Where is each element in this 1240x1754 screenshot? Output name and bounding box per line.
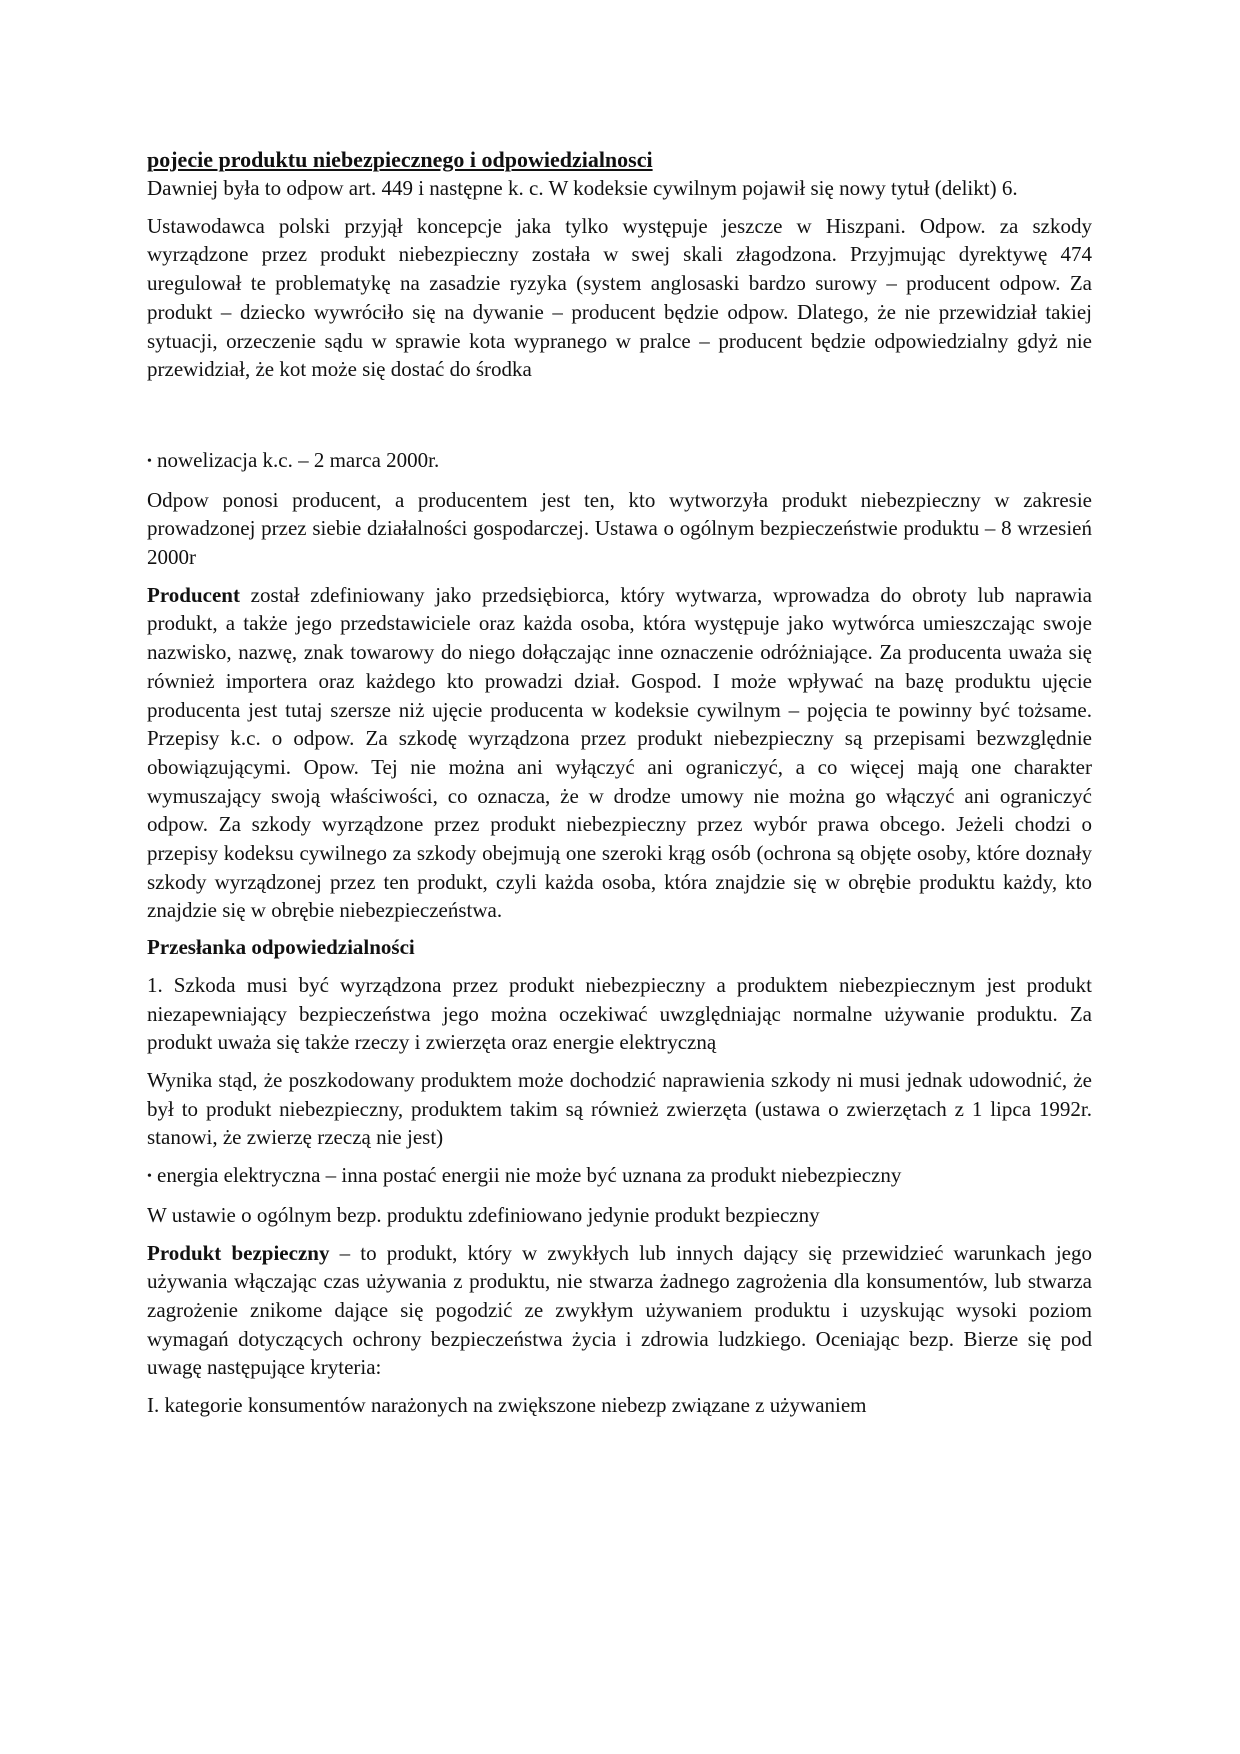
paragraph-liability: Odpow ponosi producent, a producentem jest ten, kto wytworzyła produkt niebezpieczny w zakresie prowadzonej przez siebie działalności gospodarczej. Ustawa o ogólnym bezpieczeństwie produktu – 8 wrzesień 2000r	[147, 487, 1092, 570]
paragraph-consequence: Wynika stąd, że poszkodowany produktem może dochodzić naprawienia szkody ni musi jednak udowodnić, że był to produkt niebezpieczny, produktem takim są również zwierzęta (ustawa o zwierzętach z 1 lipca 1992r. stanowi, że zwierzę rzeczą nie jest)	[147, 1067, 1092, 1150]
section-heading: Przesłanka odpowiedzialności	[147, 935, 415, 960]
paragraph-producent-text: został zdefiniowany jako przedsiębiorca, który wytwarza, wprowadza do obroty lub naprawia produkt, a także jego przedstawiciele oraz każda osoba, która występuje jako wytwórca umieszczając swoje nazwisko, nazwę, znak towarowy do niego dołączając inne oznaczenie odróżniające. Za producenta uważa się również importera oraz każdego kto prowadzi dział. Gospod. I może wpływać na bazę produktu ujęcie producenta jest tutaj szersze niż ujęcie producenta w kodeksie cywilnym – pojęcia te powinny być tożsame. Przepisy k.c. o odpow. Za szkodę wyrządzona przez produkt niebezpieczny są przepisami bezwzględnie obowiązującymi. Opow. Tej nie można ani wyłączyć ani ograniczyć, a co więcej mają one charakter wymuszający swoją właściwości, co oznacza, że w drodze umowy nie można go włączyć ani ograniczyć odpow. Za szkody wyrządzone przez produkt niebezpieczny przez wybór prawa obcego. Jeżeli chodzi o przepisy kodeksu cywilnego za szkody obejmują one szeroki krąg osób (ochrona są objęte osoby, które doznały szkody wyrządzonej przez ten produkt, czyli każda osoba, która znajdzie się w obrębie produktu każdy, kto znajdzie się w obrębie niebezpieczeństwa.	[147, 582, 1092, 923]
bullet-item-amendment	[147, 446, 1092, 477]
paragraph-safe-product	[147, 1239, 1092, 1383]
bullet-icon: •	[147, 453, 152, 469]
bullet-item-energy	[147, 1161, 1092, 1192]
bullet-icon: •	[147, 1169, 152, 1185]
term-producent: Producent	[147, 582, 240, 607]
paragraph-criteria: I. kategorie konsumentów narażonych na zwiększone niebezp związane z używaniem	[147, 1393, 867, 1418]
bullet-text: energia elektryczna – inna postać energii nie może być uznana za produkt niebezpieczny	[157, 1163, 902, 1188]
bullet-text: nowelizacja k.c. – 2 marca 2000r.	[157, 447, 440, 472]
paragraph-producent	[147, 581, 1092, 925]
paragraph-act: W ustawie o ogólnym bezp. produktu zdefiniowano jedynie produkt bezpieczny	[147, 1202, 820, 1227]
paragraph-safe-product-text: – to produkt, który w zwykłych lub innych dający się przewidzieć warunkach jego używania włączając czas używania z produktu, nie stwarza żadnego zagrożenia dla konsumentów, lub stwarza zagrożenie znikome dające się pogodzić ze zwykłym używaniem produktu i uzyskując wysoki poziom wymagań dotyczących ochrony bezpieczeństwa życia i zdrowia ludzkiego. Oceniając bezp. Bierze się pod uwagę następujące kryteria:	[147, 1240, 1092, 1380]
paragraph-intro: Dawniej była to odpow art. 449 i następne k. c. W kodeksie cywilnym pojawił się nowy tytuł (delikt) 6.	[147, 176, 1018, 200]
document-title: pojecie produktu niebezpiecznego i odpowiedzialnosci	[147, 147, 653, 172]
paragraph-legislator: Ustawodawca polski przyjął koncepcje jaka tylko występuje jeszcze w Hiszpani. Odpow. za szkody wyrządzone przez produkt niebezpieczny została w swej skali złagodzona. Przyjmując dyrektywę 474 uregulował te problematykę na zasadzie ryzyka (system anglosaski bardzo surowy – producent odpow. Za produkt – dziecko wywróciło się na dywanie – producent będzie odpow. Dlatego, że nie przewidział takiej sytuacji, orzeczenie sądu w sprawie kota wypranego w pralce – producent będzie odpowiedzialny gdyż nie przewidział, że kot może się dostać do środka	[147, 213, 1092, 382]
term-safe-product: Produkt bezpieczny	[147, 1240, 330, 1265]
document-page	[147, 146, 1092, 1420]
paragraph-damage: 1. Szkoda musi być wyrządzona przez produkt niebezpieczny a produktem niebezpiecznym jest produkt niezapewniający bezpieczeństwa jego można oczekiwać uwzględniając normalne używanie produktu. Za produkt uważa się także rzeczy i zwierzęta oraz energie elektryczną	[147, 972, 1092, 1055]
